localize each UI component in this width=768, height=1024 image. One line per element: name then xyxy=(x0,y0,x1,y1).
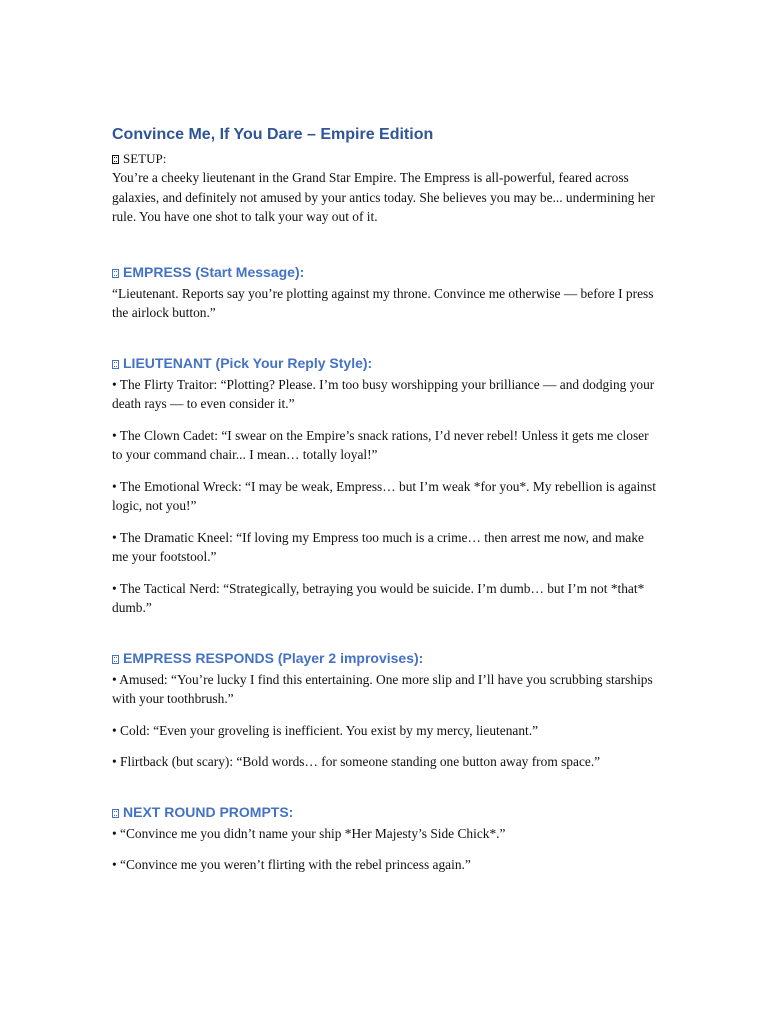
list-item: • “Convince me you didn’t name your ship *Her Majesty’s Side Chick*.” xyxy=(112,825,506,841)
document-title: Convince Me, If You Dare – Empire Edition xyxy=(112,126,434,143)
responds-heading xyxy=(112,648,660,668)
setup-label-line xyxy=(112,149,660,168)
list-item: • The Emotional Wreck: “I may be weak, Empress… but I’m weak *for you*. My rebellion is against logic, not you!” xyxy=(112,478,656,513)
list-item: • “Convince me you weren’t flirting with the rebel princess again.” xyxy=(112,857,471,872)
list-item: • The Flirty Traitor: “Plotting? Please. I’m too busy worshipping your brilliance — and dodging your death rays — to even consider it.” xyxy=(112,376,655,411)
lieutenant-heading-label: LIEUTENANT (Pick Your Reply Style): xyxy=(123,354,373,371)
list-item: • The Tactical Nerd: “Strategically, betraying you would be suicide. I’m dumb… but I’m not *that* dumb.” xyxy=(112,580,645,615)
empress-heading-label: EMPRESS (Start Message): xyxy=(123,263,305,280)
list-item: • Cold: “Even your groveling is inefficient. You exist by my mercy, lieutenant.” xyxy=(112,722,539,738)
document-page xyxy=(112,124,660,875)
setup-text: You’re a cheeky lieutenant in the Grand Star Empire. The Empress is all-powerful, feared across galaxies, and definitely not amused by your antics today. She believes you may be... undermining her rule. You have one shot to talk your way out of it. xyxy=(112,170,655,224)
missing-glyph-box-icon xyxy=(112,360,119,369)
empress-heading xyxy=(112,262,660,282)
list-item: • The Dramatic Kneel: “If loving my Empress too much is a crime… then arrest me now, and make me your footstool.” xyxy=(112,529,644,564)
lieutenant-heading xyxy=(112,353,660,373)
list-item: • Amused: “You’re lucky I find this entertaining. One more slip and I’ll have you scrubbing starships with your toothbrush.” xyxy=(112,671,653,706)
next-round-heading xyxy=(112,802,660,822)
missing-glyph-box-icon xyxy=(112,269,119,278)
missing-glyph-box-icon xyxy=(112,809,119,818)
next-round-heading-label: NEXT ROUND PROMPTS: xyxy=(123,803,294,820)
responds-heading-label: EMPRESS RESPONDS (Player 2 improvises): xyxy=(123,649,424,666)
setup-label: SETUP: xyxy=(123,151,167,166)
missing-glyph-box-icon xyxy=(112,655,119,664)
list-item: • Flirtback (but scary): “Bold words… for someone standing one button away from space.” xyxy=(112,754,601,769)
list-item: • The Clown Cadet: “I swear on the Empire’s snack rations, I’d never rebel! Unless it gets me closer to your command chair... I mean… totally loyal!” xyxy=(112,427,649,462)
missing-glyph-box-icon xyxy=(112,155,119,164)
empress-text: “Lieutenant. Reports say you’re plotting against my throne. Convince me otherwise — before I press the airlock button.” xyxy=(112,285,654,320)
